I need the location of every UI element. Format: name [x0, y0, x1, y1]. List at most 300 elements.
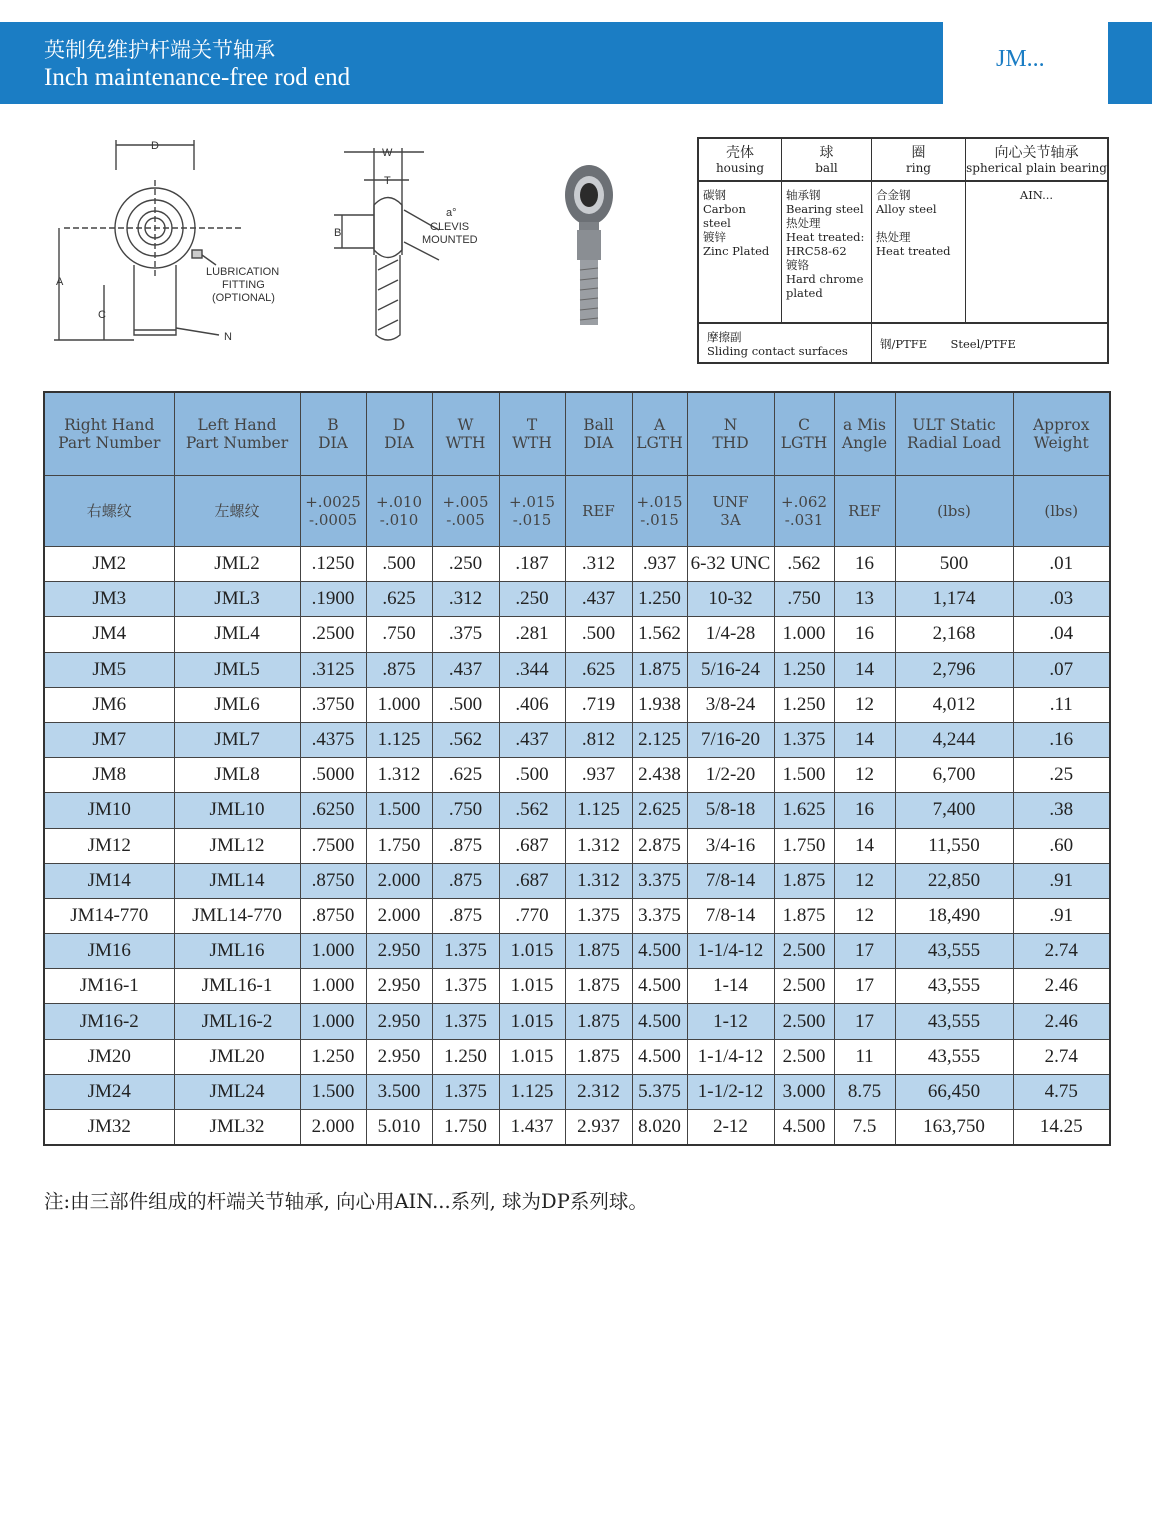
table-cell: 2.875: [632, 828, 687, 863]
table-cell: 1.000: [300, 934, 366, 969]
table-cell: 1.500: [366, 793, 432, 828]
materials-header-bearing-cn: 向心关节轴承: [994, 145, 1079, 161]
table-cell: 1/2-20: [687, 758, 774, 793]
table-row: [44, 934, 1110, 969]
column-tolerance: REF: [565, 476, 632, 547]
table-cell: 6-32 UNC: [687, 547, 774, 582]
table-row: [44, 793, 1110, 828]
table-cell: 1.312: [366, 758, 432, 793]
table-cell: 1.375: [774, 722, 834, 757]
table-cell: JM14-770: [44, 898, 174, 933]
spec-table-body: [44, 547, 1110, 1146]
table-row: [44, 617, 1110, 652]
table-cell: JM16: [44, 934, 174, 969]
materials-table: [697, 137, 1109, 364]
table-cell: 2,796: [895, 652, 1013, 687]
table-cell: 2.312: [565, 1074, 632, 1109]
table-cell: 1-14: [687, 969, 774, 1004]
table-cell: 500: [895, 547, 1013, 582]
table-cell: 7,400: [895, 793, 1013, 828]
table-cell: 1.875: [774, 898, 834, 933]
table-cell: JM20: [44, 1039, 174, 1074]
table-cell: 17: [834, 969, 895, 1004]
sliding-surfaces-en: Sliding contact surfaces: [707, 344, 848, 358]
table-cell: 1.125: [565, 793, 632, 828]
dim-label-w: W: [382, 147, 393, 159]
dim-label-n: N: [224, 331, 232, 343]
clevis-label-line1: CLEVIS: [430, 221, 470, 233]
table-cell: 1.000: [366, 687, 432, 722]
table-cell: 2.950: [366, 1004, 432, 1039]
table-cell: JML8: [174, 758, 300, 793]
table-cell: 3/8-24: [687, 687, 774, 722]
sliding-value-en: Steel/PTFE: [950, 337, 1016, 351]
table-row: [44, 1004, 1110, 1039]
table-cell: 1.875: [565, 934, 632, 969]
table-cell: 2.000: [366, 898, 432, 933]
clevis-label-line2: MOUNTED: [422, 234, 478, 246]
table-cell: 3.375: [632, 898, 687, 933]
dim-label-a: A: [56, 276, 64, 288]
column-header: Left Hand Part Number: [174, 392, 300, 476]
table-row: [44, 758, 1110, 793]
table-cell: .1250: [300, 547, 366, 582]
table-cell: 66,450: [895, 1074, 1013, 1109]
table-cell: 1.312: [565, 863, 632, 898]
table-cell: .344: [499, 652, 565, 687]
table-cell: .250: [432, 547, 499, 582]
table-cell: 6,700: [895, 758, 1013, 793]
table-cell: JM5: [44, 652, 174, 687]
table-cell: 12: [834, 687, 895, 722]
table-cell: 2.937: [565, 1110, 632, 1146]
table-cell: 4.75: [1013, 1074, 1110, 1109]
table-cell: 2.46: [1013, 1004, 1110, 1039]
table-cell: 16: [834, 547, 895, 582]
table-cell: .500: [366, 547, 432, 582]
table-cell: JML24: [174, 1074, 300, 1109]
table-cell: 1.750: [774, 828, 834, 863]
table-row: [44, 863, 1110, 898]
table-cell: .687: [499, 863, 565, 898]
column-header: a Mis Angle: [834, 392, 895, 476]
table-row: [44, 687, 1110, 722]
table-cell: 1.125: [499, 1074, 565, 1109]
table-cell: JM32: [44, 1110, 174, 1146]
table-cell: 16: [834, 793, 895, 828]
series-code: JM...: [996, 46, 1045, 72]
dim-label-d: D: [151, 140, 159, 152]
table-cell: .625: [565, 652, 632, 687]
table-cell: JM16-1: [44, 969, 174, 1004]
table-cell: 2.125: [632, 722, 687, 757]
table-cell: .500: [499, 758, 565, 793]
materials-ball: 轴承钢 Bearing steel 热处理 Heat treated: HRC58-62 镀铬 Hard chrome plated: [782, 182, 872, 322]
table-cell: 1.875: [632, 652, 687, 687]
materials-header-ring-en: ring: [906, 161, 931, 175]
table-cell: 3.500: [366, 1074, 432, 1109]
table-cell: .3750: [300, 687, 366, 722]
table-cell: 1.015: [499, 1039, 565, 1074]
table-cell: JML14-770: [174, 898, 300, 933]
table-cell: .750: [366, 617, 432, 652]
materials-header-ball-en: ball: [815, 161, 838, 175]
table-cell: 1.250: [774, 652, 834, 687]
table-cell: .03: [1013, 582, 1110, 617]
table-cell: 43,555: [895, 934, 1013, 969]
table-cell: 12: [834, 863, 895, 898]
series-box: [1108, 22, 1152, 104]
table-cell: 1.250: [300, 1039, 366, 1074]
table-cell: 5.010: [366, 1110, 432, 1146]
table-cell: .625: [432, 758, 499, 793]
page-title-cn: 英制免维护杆端关节轴承: [44, 38, 275, 62]
column-header: ULT Static Radial Load: [895, 392, 1013, 476]
table-cell: .406: [499, 687, 565, 722]
table-cell: .562: [499, 793, 565, 828]
table-cell: 4.500: [632, 934, 687, 969]
materials-header-housing-cn: 壳体: [726, 145, 754, 161]
dim-label-b: B: [334, 227, 342, 239]
materials-header-ring: [872, 139, 966, 182]
sliding-surfaces-cn: 摩擦副: [707, 330, 742, 344]
rod-end-photo: [565, 165, 613, 325]
table-cell: JML14: [174, 863, 300, 898]
table-row: [44, 828, 1110, 863]
table-cell: .07: [1013, 652, 1110, 687]
front-view-drawing: [54, 140, 244, 340]
column-header: C LGTH: [774, 392, 834, 476]
table-cell: 2.000: [300, 1110, 366, 1146]
table-cell: 18,490: [895, 898, 1013, 933]
table-cell: .875: [366, 652, 432, 687]
table-cell: 1-1/4-12: [687, 934, 774, 969]
table-cell: .500: [565, 617, 632, 652]
table-cell: .875: [432, 898, 499, 933]
table-cell: 43,555: [895, 969, 1013, 1004]
table-cell: 1-1/4-12: [687, 1039, 774, 1074]
table-cell: 1.375: [432, 1074, 499, 1109]
table-cell: 3.000: [774, 1074, 834, 1109]
table-cell: 1.125: [366, 722, 432, 757]
table-cell: JML20: [174, 1039, 300, 1074]
table-cell: 2.500: [774, 969, 834, 1004]
table-row: [44, 969, 1110, 1004]
table-cell: 5.375: [632, 1074, 687, 1109]
table-cell: .437: [565, 582, 632, 617]
table-cell: JML7: [174, 722, 300, 757]
rod-end-drawings: [44, 130, 684, 360]
table-cell: 12: [834, 758, 895, 793]
table-cell: 2.46: [1013, 969, 1110, 1004]
table-cell: .1900: [300, 582, 366, 617]
column-header: Right Hand Part Number: [44, 392, 174, 476]
table-cell: 1-12: [687, 1004, 774, 1039]
table-cell: 1.015: [499, 969, 565, 1004]
materials-header-ball: [782, 139, 872, 182]
table-cell: .937: [565, 758, 632, 793]
table-cell: 4,244: [895, 722, 1013, 757]
header-row-tolerances: [44, 476, 1110, 547]
column-header: A LGTH: [632, 392, 687, 476]
table-cell: 2.500: [774, 1039, 834, 1074]
footnote: 注:由三部件组成的杆端关节轴承, 向心用AIN...系列, 球为DP系列球。: [44, 1190, 648, 1213]
column-tolerance: +.062 -.031: [774, 476, 834, 547]
table-cell: .875: [432, 863, 499, 898]
table-row: [44, 547, 1110, 582]
sliding-value-cn: 钢/PTFE: [880, 337, 928, 351]
table-cell: .91: [1013, 898, 1110, 933]
table-row: [44, 722, 1110, 757]
table-cell: .6250: [300, 793, 366, 828]
materials-header-bearing: [966, 139, 1107, 182]
table-cell: JML3: [174, 582, 300, 617]
table-cell: 2-12: [687, 1110, 774, 1146]
table-cell: 1.000: [300, 1004, 366, 1039]
column-tolerance: REF: [834, 476, 895, 547]
table-cell: 1.500: [774, 758, 834, 793]
table-cell: 1.250: [432, 1039, 499, 1074]
table-cell: 1.625: [774, 793, 834, 828]
table-cell: 2.500: [774, 934, 834, 969]
angle-label: a°: [446, 207, 457, 219]
table-cell: .562: [774, 547, 834, 582]
table-cell: 163,750: [895, 1110, 1013, 1146]
table-cell: 43,555: [895, 1039, 1013, 1074]
table-cell: 16: [834, 617, 895, 652]
table-cell: 2.74: [1013, 934, 1110, 969]
table-cell: .16: [1013, 722, 1110, 757]
table-cell: 1.015: [499, 1004, 565, 1039]
table-cell: .04: [1013, 617, 1110, 652]
table-cell: 1.375: [565, 898, 632, 933]
table-cell: 2.950: [366, 934, 432, 969]
table-cell: .562: [432, 722, 499, 757]
table-cell: 13: [834, 582, 895, 617]
table-cell: JM6: [44, 687, 174, 722]
table-cell: 14.25: [1013, 1110, 1110, 1146]
lubrication-label-line1: LUBRICATION: [206, 266, 280, 278]
table-cell: JML10: [174, 793, 300, 828]
table-row: [44, 1074, 1110, 1109]
table-cell: .25: [1013, 758, 1110, 793]
table-cell: .187: [499, 547, 565, 582]
table-cell: JML6: [174, 687, 300, 722]
table-cell: .4375: [300, 722, 366, 757]
table-cell: 4.500: [632, 1004, 687, 1039]
dim-label-c: C: [98, 309, 106, 321]
table-cell: .11: [1013, 687, 1110, 722]
lubrication-label-line2: FITTING: [222, 279, 265, 291]
column-header: Approx Weight: [1013, 392, 1110, 476]
table-cell: 1.750: [366, 828, 432, 863]
table-cell: 1.437: [499, 1110, 565, 1146]
table-cell: .750: [432, 793, 499, 828]
table-row: [44, 898, 1110, 933]
table-cell: 4.500: [632, 969, 687, 1004]
table-cell: 11,550: [895, 828, 1013, 863]
table-cell: 7.5: [834, 1110, 895, 1146]
table-cell: 2.625: [632, 793, 687, 828]
table-cell: JM10: [44, 793, 174, 828]
table-cell: JM12: [44, 828, 174, 863]
column-header: Ball DIA: [565, 392, 632, 476]
table-cell: 1.015: [499, 934, 565, 969]
table-cell: 1/4-28: [687, 617, 774, 652]
table-cell: .312: [565, 547, 632, 582]
table-cell: .8750: [300, 863, 366, 898]
table-cell: 14: [834, 652, 895, 687]
sliding-surfaces-value: [872, 322, 1107, 364]
table-cell: 5/8-18: [687, 793, 774, 828]
table-cell: .437: [432, 652, 499, 687]
table-cell: 22,850: [895, 863, 1013, 898]
column-tolerance: 左螺纹: [174, 476, 300, 547]
technical-drawings: [44, 130, 684, 360]
column-tolerance: 右螺纹: [44, 476, 174, 547]
table-cell: 1,174: [895, 582, 1013, 617]
table-row: [44, 1039, 1110, 1074]
table-cell: .687: [499, 828, 565, 863]
table-cell: 5/16-24: [687, 652, 774, 687]
column-tolerance: +.015 -.015: [632, 476, 687, 547]
column-header: W WTH: [432, 392, 499, 476]
table-cell: 1.375: [432, 934, 499, 969]
table-cell: 7/16-20: [687, 722, 774, 757]
table-cell: 2.000: [366, 863, 432, 898]
materials-header-housing: [699, 139, 782, 182]
table-cell: 1-1/2-12: [687, 1074, 774, 1109]
column-tolerance: (lbs): [1013, 476, 1110, 547]
table-cell: .281: [499, 617, 565, 652]
table-cell: .3125: [300, 652, 366, 687]
table-cell: 17: [834, 934, 895, 969]
table-cell: JM2: [44, 547, 174, 582]
lubrication-label-line3: (OPTIONAL): [212, 292, 275, 304]
table-cell: 1.875: [565, 1039, 632, 1074]
table-cell: JM7: [44, 722, 174, 757]
column-tolerance: UNF 3A: [687, 476, 774, 547]
spec-table: [43, 391, 1111, 1146]
table-cell: 1.375: [432, 969, 499, 1004]
materials-housing: 碳钢 Carbon steel 镀锌 Zinc Plated: [699, 182, 782, 322]
column-tolerance: +.010 -.010: [366, 476, 432, 547]
table-cell: 1.562: [632, 617, 687, 652]
table-cell: .2500: [300, 617, 366, 652]
table-cell: .875: [432, 828, 499, 863]
dim-label-t: T: [384, 175, 391, 187]
table-cell: .719: [565, 687, 632, 722]
materials-header-bearing-en: spherical plain bearing: [966, 161, 1107, 175]
table-cell: JM16-2: [44, 1004, 174, 1039]
table-cell: 1.750: [432, 1110, 499, 1146]
table-cell: .937: [632, 547, 687, 582]
table-cell: .7500: [300, 828, 366, 863]
table-cell: .38: [1013, 793, 1110, 828]
table-cell: 4.500: [774, 1110, 834, 1146]
table-cell: .312: [432, 582, 499, 617]
table-cell: 7/8-14: [687, 898, 774, 933]
table-cell: .91: [1013, 863, 1110, 898]
column-tolerance: (lbs): [895, 476, 1013, 547]
table-cell: 1.875: [565, 1004, 632, 1039]
materials-header-ring-cn: 圈: [911, 145, 926, 161]
table-cell: 2.950: [366, 1039, 432, 1074]
table-row: [44, 652, 1110, 687]
table-cell: 17: [834, 1004, 895, 1039]
table-cell: 11: [834, 1039, 895, 1074]
table-cell: 4,012: [895, 687, 1013, 722]
table-cell: .625: [366, 582, 432, 617]
table-cell: .500: [432, 687, 499, 722]
column-header: N THD: [687, 392, 774, 476]
table-cell: 2,168: [895, 617, 1013, 652]
table-cell: 1.250: [632, 582, 687, 617]
table-cell: 8.020: [632, 1110, 687, 1146]
table-cell: 14: [834, 722, 895, 757]
table-cell: .812: [565, 722, 632, 757]
table-cell: 1.000: [774, 617, 834, 652]
table-cell: .375: [432, 617, 499, 652]
header-row-labels: [44, 392, 1110, 476]
table-cell: 1.250: [774, 687, 834, 722]
table-cell: JML12: [174, 828, 300, 863]
table-cell: JM4: [44, 617, 174, 652]
column-tolerance: +.0025 -.0005: [300, 476, 366, 547]
table-cell: .437: [499, 722, 565, 757]
table-cell: 1.875: [565, 969, 632, 1004]
table-cell: 3.375: [632, 863, 687, 898]
table-cell: JML5: [174, 652, 300, 687]
column-header: T WTH: [499, 392, 565, 476]
table-cell: 1.500: [300, 1074, 366, 1109]
table-cell: 1.938: [632, 687, 687, 722]
table-cell: 1.312: [565, 828, 632, 863]
table-cell: 1.375: [432, 1004, 499, 1039]
table-cell: 14: [834, 828, 895, 863]
materials-ring: 合金钢 Alloy steel 热处理 Heat treated: [872, 182, 966, 322]
table-cell: .01: [1013, 547, 1110, 582]
materials-header-ball-cn: 球: [819, 145, 834, 161]
table-cell: 1.000: [300, 969, 366, 1004]
table-cell: 2.438: [632, 758, 687, 793]
table-cell: JM8: [44, 758, 174, 793]
table-cell: 2.500: [774, 1004, 834, 1039]
table-cell: JM3: [44, 582, 174, 617]
table-cell: 10-32: [687, 582, 774, 617]
table-cell: 12: [834, 898, 895, 933]
table-cell: JML16-2: [174, 1004, 300, 1039]
materials-header-housing-en: housing: [715, 161, 765, 175]
materials-bearing: AIN...: [1019, 188, 1054, 202]
column-header: B DIA: [300, 392, 366, 476]
page-title-en: Inch maintenance-free rod end: [44, 64, 351, 91]
table-cell: 8.75: [834, 1074, 895, 1109]
column-tolerance: +.005 -.005: [432, 476, 499, 547]
table-cell: .770: [499, 898, 565, 933]
table-cell: JM14: [44, 863, 174, 898]
table-cell: JML2: [174, 547, 300, 582]
sliding-surfaces-label: [699, 322, 872, 364]
table-cell: .5000: [300, 758, 366, 793]
table-cell: 4.500: [632, 1039, 687, 1074]
table-cell: JML4: [174, 617, 300, 652]
table-cell: .8750: [300, 898, 366, 933]
table-cell: JML32: [174, 1110, 300, 1146]
column-tolerance: +.015 -.015: [499, 476, 565, 547]
table-cell: JM24: [44, 1074, 174, 1109]
table-cell: 7/8-14: [687, 863, 774, 898]
